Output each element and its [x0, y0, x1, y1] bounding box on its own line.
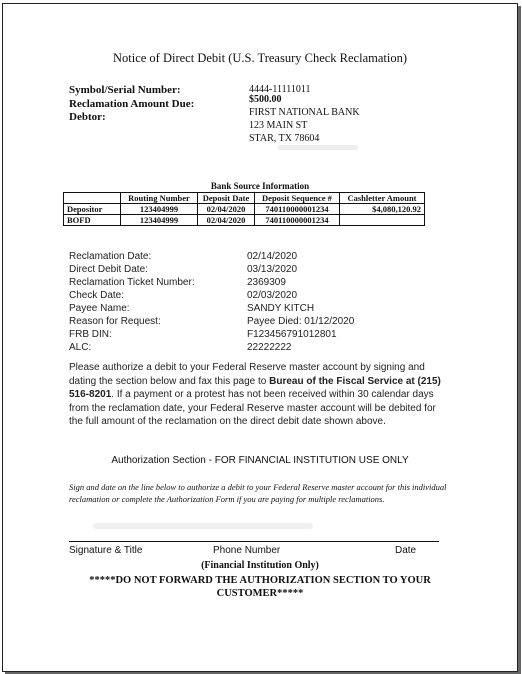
- signature-label: Signature & Title: [69, 545, 143, 556]
- detail-value: 22222222: [247, 342, 292, 353]
- phone-label: Phone Number: [213, 545, 281, 556]
- detail-value: 02/03/2020: [247, 290, 298, 301]
- document-page: [2, 3, 518, 672]
- detail-label: Direct Debit Date:: [69, 264, 148, 275]
- financial-institution-only: (Financial Institution Only): [201, 560, 319, 571]
- detail-label: Check Date:: [69, 290, 125, 301]
- detail-label: FRB DIN:: [69, 329, 112, 340]
- table-header-cell: Deposit Sequence #: [255, 193, 340, 204]
- debtor-label: Debtor:: [69, 111, 106, 123]
- table-cell: 123404999: [121, 215, 198, 226]
- symbol-value: 4444-11111011: [249, 84, 311, 95]
- table-row: [64, 215, 425, 226]
- table-header-cell: [64, 193, 121, 204]
- bank-source-table: [63, 192, 425, 226]
- fax-destination: Bureau of the Fiscal Service at (215) 516-8201: [69, 375, 441, 400]
- detail-label: Reason for Request:: [69, 316, 161, 327]
- authorization-heading: Authorization Section - FOR FINANCIAL INSTITUTION USE ONLY: [111, 455, 409, 466]
- instruction-paragraph: [69, 361, 441, 429]
- debtor-address-line1: 123 MAIN ST: [249, 120, 308, 131]
- detail-label: Payee Name:: [69, 303, 130, 314]
- table-row: [64, 204, 425, 215]
- detail-value: SANDY KITCH: [247, 303, 315, 314]
- table-cell: Depositor: [64, 204, 121, 215]
- table-cell: 740110000001234: [255, 204, 340, 215]
- detail-label: Reclamation Date:: [69, 251, 152, 262]
- table-cell: 02/04/2020: [198, 204, 255, 215]
- table-cell: BOFD: [64, 215, 121, 226]
- detail-value: 03/13/2020: [247, 264, 298, 275]
- paragraph-text: . If a payment or a protest has not been received within 30 calendar days from the reclamation date, your Federal Reserve master account will be debited for the full amount of the reclamation on the direct debit date shown above.: [69, 389, 436, 427]
- detail-label: ALC:: [69, 342, 92, 353]
- authorization-instructions: Sign and date on the line below to authorize a debit to your Federal Reserve master account for this individual reclamation or complete the Authorization Form if you are paying for multiple reclamations.: [69, 482, 447, 504]
- page-title: Notice of Direct Debit (U.S. Treasury Check Reclamation): [112, 51, 408, 65]
- detail-value: 02/14/2020: [247, 251, 298, 262]
- date-label: Date: [395, 545, 417, 556]
- detail-label: Reclamation Ticket Number:: [69, 277, 195, 288]
- table-header-row: [64, 193, 425, 204]
- bank-source-heading: Bank Source Information: [210, 181, 310, 191]
- table-cell: 123404999: [121, 204, 198, 215]
- faint-signature-smudge: [93, 523, 313, 529]
- table-header-cell: Deposit Date: [198, 193, 255, 204]
- signature-line[interactable]: [69, 541, 439, 542]
- table-cell: $4,080,120.92: [340, 204, 425, 215]
- detail-value: F123456791012801: [247, 329, 337, 340]
- amount-label: Reclamation Amount Due:: [69, 98, 195, 110]
- debtor-address-line2: STAR, TX 78604: [249, 133, 320, 144]
- table-cell: 02/04/2020: [198, 215, 255, 226]
- amount-value: $500.00: [249, 94, 282, 105]
- table-cell: 740110000001234: [255, 215, 340, 226]
- paragraph-text: Please authorize a debit to your Federal Reserve master account by signing and dating the section below and fax this page to: [69, 362, 425, 387]
- detail-value: Payee Died: 01/12/2020: [247, 316, 355, 327]
- table-cell: [340, 215, 425, 226]
- table-header-cell: Routing Number: [121, 193, 198, 204]
- debtor-name: FIRST NATIONAL BANK: [249, 107, 360, 118]
- symbol-label: Symbol/Serial Number:: [69, 84, 181, 96]
- faint-smudge: [278, 145, 358, 150]
- detail-value: 2369309: [247, 277, 286, 288]
- table-header-cell: Cashletter Amount: [340, 193, 425, 204]
- do-not-forward-warning: *****DO NOT FORWARD THE AUTHORIZATION SECTION TO YOUR CUSTOMER*****: [89, 575, 431, 599]
